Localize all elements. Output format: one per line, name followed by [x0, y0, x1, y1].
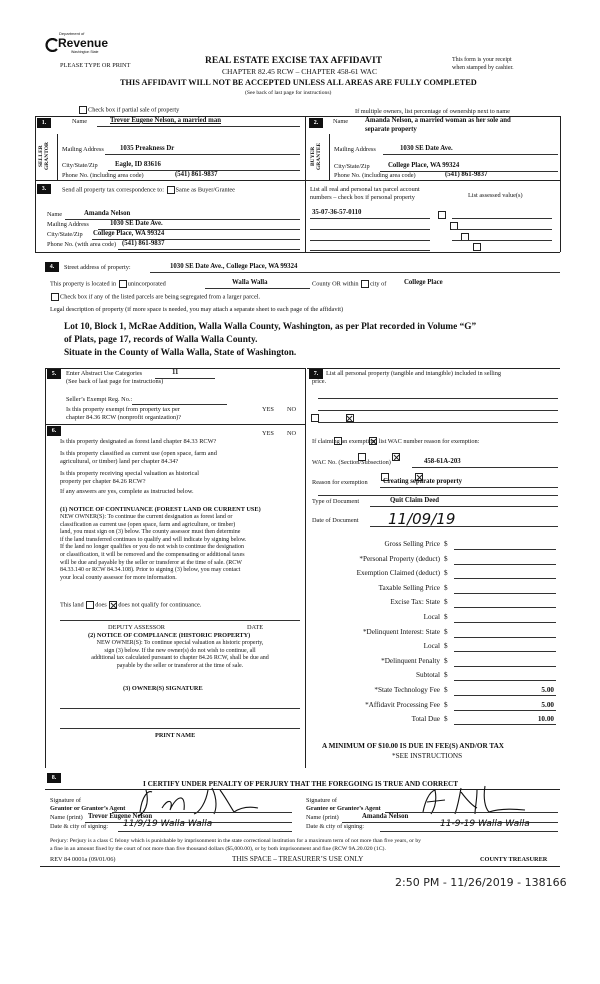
seller-name-label: Name: [72, 118, 88, 125]
current-use-q-1: Is this property classified as current use (open space, farm and: [60, 450, 217, 457]
notice1-line: If the land no longer qualifies or you do not wish to continue the designation: [60, 544, 244, 551]
assessor-date: DATE: [247, 624, 264, 631]
money-row: [312, 686, 560, 698]
s3-city[interactable]: College Place, WA 99324: [93, 230, 165, 237]
notice2-title: (2) NOTICE OF COMPLIANCE (HISTORIC PROPERTY): [88, 632, 251, 639]
wac-value[interactable]: 458-61A-203: [424, 458, 461, 465]
form-title: REAL ESTATE EXCISE TAX AFFIDAVIT: [205, 56, 383, 66]
unincorporated-checkbox[interactable]: [119, 280, 127, 288]
money-row-label: Total Due: [411, 715, 440, 724]
s5-yes: YES: [262, 406, 274, 413]
notice1-line: or classification, it will be removed and the compensating or additional taxes: [60, 551, 245, 558]
notice1-line: will be due and payable by the seller or transferor at the time of sale. (RCW: [60, 559, 242, 566]
section-8-number: 8.: [47, 773, 61, 783]
money-row: [312, 671, 560, 683]
section-3-number: 3.: [37, 184, 51, 194]
money-row: [312, 628, 560, 640]
money-row-value[interactable]: 5.00: [541, 686, 554, 694]
revenue-logo-icon: [45, 38, 59, 52]
section-2-number: 2.: [309, 118, 323, 128]
owner-signature-label: (3) OWNER(S) SIGNATURE: [123, 685, 203, 692]
s3-city-label: City/State/Zip: [47, 231, 83, 238]
doc-type-value[interactable]: Quit Claim Deed: [390, 497, 440, 504]
section-5-number: 5.: [47, 369, 61, 379]
grantee-date[interactable]: 11-9-19 Walla Walla: [440, 819, 530, 829]
form-subtitle: CHAPTER 82.45 RCW – CHAPTER 458-61 WAC: [222, 67, 377, 76]
money-row: [312, 642, 560, 654]
send-correspondence: Send all property tax correspondence to: Same as Buyer/Grantee: [62, 186, 235, 194]
current-use-no-checkbox[interactable]: [392, 453, 400, 461]
money-row-label: Excise Tax: State: [390, 598, 440, 607]
money-row-label: Local: [423, 642, 440, 651]
grantor-sig-label-2: Grantor or Grantor’s Agent: [50, 805, 126, 812]
doc-type-label: Type of Document: [312, 498, 360, 505]
money-row: [312, 555, 560, 567]
s3-mailing[interactable]: 1030 SE Date Ave.: [110, 220, 163, 227]
seller-phone[interactable]: (541) 861-9837: [175, 171, 218, 178]
located-in: This property is located in unincorporated: [50, 280, 166, 288]
does-checkbox[interactable]: [86, 601, 94, 609]
exempt-no-checkbox[interactable]: [346, 414, 354, 422]
partial-sale-checkbox[interactable]: [79, 106, 87, 114]
logo-revenue: Revenue: [58, 36, 109, 50]
rev-number: REV 84 0001a (09/01/06): [50, 856, 116, 863]
buyer-mailing-label: Mailing Address: [334, 146, 376, 153]
abstract-label: Enter Abstract Use Categories: [66, 370, 143, 377]
city-name[interactable]: College Place: [404, 279, 443, 286]
buyer-phone-label: Phone No. (including area code): [334, 172, 416, 179]
county-treasurer: COUNTY TREASURER: [480, 856, 548, 863]
deputy-assessor: DEPUTY ASSESSOR: [108, 624, 165, 631]
grantee-print-label: Name (print): [306, 814, 339, 821]
s6-yes: YES: [262, 430, 274, 437]
forest-question: Is this property designated as forest land chapter 84.33 RCW?: [60, 438, 217, 445]
money-row-dollar: $: [444, 642, 448, 651]
buyer-city[interactable]: College Place, WA 99324: [388, 162, 460, 169]
money-row-dollar: $: [444, 540, 448, 548]
money-row: [312, 598, 560, 610]
s3-name-label: Name: [47, 211, 63, 218]
money-row-dollar: $: [444, 671, 448, 680]
money-row: [312, 613, 560, 625]
minimum-due-1: A MINIMUM OF $10.00 IS DUE IN FEE(S) AND/OR TAX: [322, 742, 504, 750]
current-use-q-2: agricultural, or timber) land per chapter 84.34?: [60, 458, 179, 465]
exempt-q1: Is this property exempt from property tax per: [66, 406, 180, 413]
please-type: PLEASE TYPE OR PRINT: [60, 62, 131, 69]
money-row-label: *State Technology Fee: [374, 686, 440, 694]
seller-mailing[interactable]: 1035 Preakness Dr: [120, 145, 175, 152]
section-4-number: 4.: [45, 262, 59, 272]
money-row: [312, 715, 560, 727]
abstract-note: (See back of last page for instructions): [66, 378, 164, 385]
doc-date-value[interactable]: 11/09/19: [388, 510, 456, 528]
money-row: [312, 657, 560, 669]
notice1-title: (1) NOTICE OF CONTINUANCE (FOREST LAND OR CURRENT USE): [60, 506, 261, 513]
money-row-label: *Delinquent Penalty: [381, 656, 440, 665]
notice2-text: [60, 640, 300, 670]
exemption-claim: If claiming an exemption, list WAC number reason for exemption:: [312, 438, 480, 445]
grantee-sig-label-2: Grantee or Grantee’s Agent: [306, 805, 381, 812]
seller-city[interactable]: Eagle, ID 83616: [115, 161, 161, 168]
money-row: [312, 701, 560, 713]
money-row-value[interactable]: 10.00: [537, 715, 554, 724]
money-row-dollar: $: [444, 700, 448, 709]
abstract-value[interactable]: 11: [172, 369, 179, 376]
treasurer-use: THIS SPACE – TREASURER’S USE ONLY: [232, 855, 364, 863]
section-1-number: 1.: [37, 118, 51, 128]
money-row-dollar: $: [444, 686, 448, 694]
segregated: Check box if any of the listed parcels are being segregated from a larger parcel.: [50, 293, 260, 301]
form-warning: THIS AFFIDAVIT WILL NOT BE ACCEPTED UNLESS ALL AREAS ARE FULLY COMPLETED: [120, 78, 477, 87]
money-row: [312, 569, 560, 581]
exempt-yes-checkbox[interactable]: [311, 414, 319, 422]
money-row-label: Gross Selling Price: [384, 540, 440, 548]
notice1-line: land, you must sign on (3) below. The county assessor must then determine: [60, 529, 241, 536]
buyer-grantee-label: BUYER GRANTEE: [310, 142, 322, 170]
receipt-note-1: This form is your receipt: [452, 57, 512, 63]
money-row-label: *Personal Property (deduct): [359, 554, 440, 563]
parcel-4-checkbox[interactable]: [473, 243, 481, 251]
certify-perjury: I CERTIFY UNDER PENALTY OF PERJURY THAT THE FOREGOING IS TRUE AND CORRECT: [143, 780, 458, 788]
buyer-name-label: Name: [333, 118, 349, 125]
buyer-name-2[interactable]: separate property: [365, 126, 417, 133]
grantor-date-label: Date & city of signing:: [50, 823, 109, 830]
multiple-owners-note: If multiple owners, list percentage of ownership next to name: [355, 108, 510, 115]
legal-desc-2[interactable]: of Plats, page 17, records of Walla Walla County.: [64, 335, 258, 345]
legal-desc-3[interactable]: Situate in the County of Walla Walla, State of Washington.: [64, 348, 297, 358]
money-row-dollar: $: [444, 583, 448, 592]
money-row: [312, 540, 560, 552]
notice1-line: your local county assessor for more information.: [60, 574, 177, 581]
s3-phone-label: Phone No. (with area code): [47, 241, 117, 248]
notice1-text: [60, 514, 300, 582]
notice2-line: NEW OWNER(S): To continue special valuation as historic property,: [96, 640, 264, 646]
wac-label: WAC No. (Section/Subsection): [312, 459, 391, 466]
money-row-label: Exemption Claimed (deduct): [356, 569, 440, 578]
assessed-header: List assessed value(s): [468, 192, 523, 199]
s3-name[interactable]: Amanda Nelson: [84, 210, 131, 217]
county-or-within: County OR within city of: [312, 280, 387, 288]
street-label: Street address of property:: [64, 264, 131, 271]
money-row-dollar: $: [444, 598, 448, 607]
logo-state: Washington State: [71, 50, 99, 54]
money-row-dollar: $: [444, 613, 448, 621]
street-address[interactable]: 1030 SE Date Ave., College Place, WA 99324: [170, 263, 298, 270]
s5-no: NO: [287, 406, 297, 413]
logo-dept: Department of: [59, 31, 85, 36]
parcel-number-1[interactable]: 35-07-36-57-0110: [312, 209, 362, 216]
notice1-line: NEW OWNER(S): To continue the current designation as forest land or: [60, 514, 233, 520]
money-row-dollar: $: [444, 554, 448, 563]
seller-mailing-label: Mailing Address: [62, 146, 104, 153]
notice2-line: payable by the seller or transferor at the time of sale.: [116, 662, 244, 669]
grantor-date[interactable]: 11/9/19 Walla Walla: [123, 819, 213, 829]
grantee-date-label: Date & city of signing:: [306, 823, 365, 830]
personal-prop-label-2: price.: [312, 378, 327, 385]
notice2-line: additional tax calculated pursuant to chapter 84.26 RCW, shall be due and: [91, 655, 269, 662]
money-row-label: Taxable Selling Price: [378, 583, 440, 592]
section-7-number: 7.: [309, 369, 323, 379]
grantor-print-label: Name (print): [50, 814, 83, 821]
money-row-dollar: $: [444, 569, 448, 578]
reason-value[interactable]: Creating separate property: [383, 478, 463, 485]
segregated-checkbox[interactable]: [51, 293, 59, 301]
historic-q-1: Is this property receiving special valuation as historical: [60, 470, 200, 477]
money-row-dollar: $: [444, 656, 448, 665]
notice1-line: classification as current use (open space, farm and agriculture, or timber): [60, 521, 236, 528]
s3-mailing-label: Mailing Address: [47, 221, 89, 228]
receipt-note-2: when stamped by cashier.: [452, 65, 514, 71]
print-name-label: PRINT NAME: [155, 732, 196, 739]
seller-grantor-label: SELLER GRANTOR: [38, 142, 50, 171]
money-row-dollar: $: [444, 715, 448, 724]
grantee-print[interactable]: Amanda Nelson: [362, 813, 409, 820]
historic-q-2: property per chapter 84.26 RCW?: [60, 478, 146, 485]
recording-stamp: 2:50 PM - 11/26/2019 - 138166: [395, 876, 567, 889]
money-row: [312, 584, 560, 596]
seller-phone-label: Phone No. (including area code): [62, 172, 144, 179]
money-row-value[interactable]: 5.00: [541, 700, 554, 709]
same-as-buyer-checkbox[interactable]: [167, 186, 175, 194]
legal-desc-1[interactable]: Lot 10, Block 1, McRae Addition, Walla Walla County, Washington, as per Plat recorded in Volume “G”: [64, 322, 477, 332]
buyer-mailing[interactable]: 1030 SE Date Ave.: [400, 145, 453, 152]
parcel-1-checkbox[interactable]: [438, 211, 446, 219]
grantor-sig-label-1: Signature of: [50, 797, 81, 804]
personal-prop-label-1: List all personal property (tangible and intangible) included in selling: [326, 370, 502, 377]
parcel-header-1: List all real and personal tax parcel account: [310, 186, 420, 193]
partial-sale: Check box if partial sale of property: [78, 106, 179, 114]
legal-desc-label: Legal description of property (if more space is needed, you may attach a separate sheet to each page of the affidavit): [50, 306, 344, 313]
s6-no: NO: [287, 430, 297, 437]
county-name[interactable]: Walla Walla: [232, 279, 268, 286]
dor-logo: [45, 30, 109, 58]
money-row-label: *Affidavit Processing Fee: [365, 700, 440, 709]
doc-date-label: Date of Document: [312, 517, 359, 524]
exempt-reg: Seller’s Exempt Reg. No.:: [66, 396, 133, 403]
section-6-number: 6.: [47, 426, 61, 436]
notice2-line: sign (3) below. If the new owner(s) do not wish to continue, all: [104, 647, 256, 654]
see-instructions: (See back of last page for instructions): [245, 90, 332, 96]
notice1-line: if the land transferred continues to qualify and will indicate by signing below.: [60, 536, 247, 543]
within-city-checkbox[interactable]: [361, 280, 369, 288]
minimum-due-2: *SEE INSTRUCTIONS: [392, 752, 463, 760]
buyer-name-1[interactable]: Amanda Nelson, a married woman as her sole and: [365, 117, 511, 124]
grantor-print[interactable]: Trevor Eugene Nelson: [88, 813, 153, 820]
land-continuance: This land does does not qualify for continuance.: [60, 601, 202, 609]
exempt-q2: chapter 84.36 RCW (nonprofit organization)?: [66, 414, 182, 421]
parcel-header-2: numbers – check box if personal property: [310, 194, 415, 201]
money-row-dollar: $: [444, 627, 448, 636]
grantor-signature-icon: [130, 786, 280, 818]
buyer-phone[interactable]: (541) 861-9837: [445, 171, 488, 178]
perjury-note-2: a fine in an amount fixed by the court of not more than five thousand dollars ($5,000.00), or by both imprisonment and fine (RCW 9A.20.020 (1C).: [50, 846, 386, 852]
does-not-checkbox[interactable]: [109, 601, 117, 609]
seller-name[interactable]: Trevor Eugene Nelson, a married man: [110, 117, 222, 124]
money-row-label: Local: [423, 613, 440, 621]
any-answers-yes: If any answers are yes, complete as instructed below.: [60, 488, 194, 495]
perjury-note-1: Perjury: Perjury is a class C felony which is punishable by imprisonment in the state correctional institution for a maximum term of not more than five years, or by: [50, 838, 422, 844]
money-row-label: Subtotal: [416, 671, 440, 680]
reason-label: Reason for exemption: [312, 479, 368, 486]
seller-city-label: City/State/Zip: [62, 162, 98, 169]
grantee-sig-label-1: Signature of: [306, 797, 337, 804]
buyer-city-label: City/State/Zip: [334, 163, 370, 170]
money-row-label: *Delinquent Interest: State: [362, 627, 440, 636]
s3-phone[interactable]: (541) 861-9837: [122, 240, 165, 247]
notice1-line: 84.33.140 or RCW 84.34.108). Prior to signing (3) below, you may contact: [60, 567, 241, 574]
